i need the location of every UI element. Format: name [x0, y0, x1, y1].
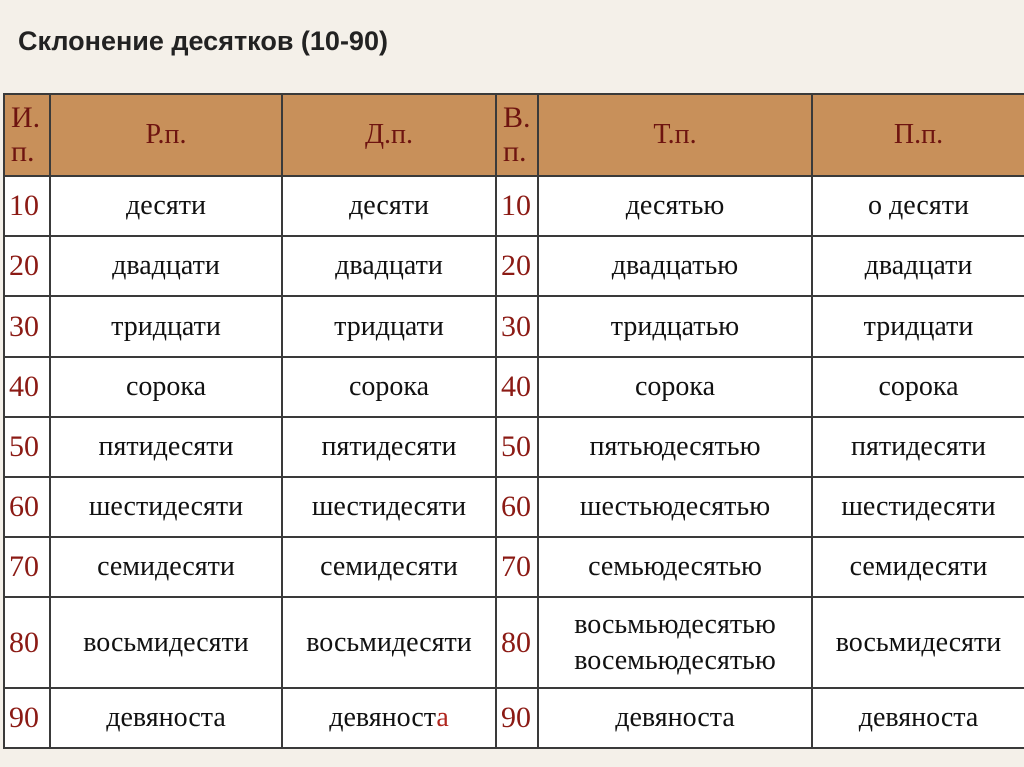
dative-cell: семидесяти	[282, 537, 496, 597]
accusative-cell: 50	[496, 417, 538, 477]
genitive-cell: восьмидесяти	[50, 597, 282, 687]
table-row	[4, 597, 1024, 687]
table-row	[4, 688, 1024, 748]
prepositional-cell: семидесяти	[812, 537, 1024, 597]
nominative-cell: 30	[4, 296, 50, 356]
accusative-cell: 30	[496, 296, 538, 356]
declension-table	[3, 93, 1024, 749]
header-accusative-line2: п.	[503, 135, 527, 168]
dative-cell: пятидесяти	[282, 417, 496, 477]
instrumental-form: двадцатью	[611, 250, 739, 282]
instrumental-form: сорока	[634, 370, 716, 402]
instrumental-cell	[538, 477, 812, 537]
accusative-cell: 40	[496, 357, 538, 417]
instrumental-cell	[538, 417, 812, 477]
prepositional-cell: пятидесяти	[812, 417, 1024, 477]
genitive-cell: пятидесяти	[50, 417, 282, 477]
nominative-cell: 60	[4, 477, 50, 537]
header-nominative	[4, 94, 50, 176]
instrumental-form: шестьюдесятью	[579, 491, 771, 523]
genitive-cell: двадцати	[50, 236, 282, 296]
instrumental-cell	[538, 176, 812, 236]
table-row	[4, 176, 1024, 236]
table-row	[4, 477, 1024, 537]
dative-ending: а	[436, 701, 449, 733]
dative-cell: двадцати	[282, 236, 496, 296]
accusative-cell: 10	[496, 176, 538, 236]
prepositional-cell: девяноста	[812, 688, 1024, 748]
header-row	[4, 94, 1024, 176]
instrumental-form: пятьюдесятью	[589, 430, 761, 462]
instrumental-form: восемьюдесятью	[574, 644, 776, 676]
dative-stem: девяност	[329, 701, 437, 733]
instrumental-cell	[538, 688, 812, 748]
nominative-cell: 50	[4, 417, 50, 477]
instrumental-cell	[538, 537, 812, 597]
dative-cell: тридцати	[282, 296, 496, 356]
nominative-cell: 20	[4, 236, 50, 296]
header-instrumental: Т.п.	[538, 94, 812, 176]
dative-cell: шестидесяти	[282, 477, 496, 537]
instrumental-cell	[538, 357, 812, 417]
table-row	[4, 296, 1024, 356]
accusative-cell: 70	[496, 537, 538, 597]
dative-cell: восьмидесяти	[282, 597, 496, 687]
header-accusative	[496, 94, 538, 176]
nominative-cell: 10	[4, 176, 50, 236]
header-accusative-line1: В.	[503, 101, 531, 134]
dative-cell	[282, 688, 496, 748]
accusative-cell: 60	[496, 477, 538, 537]
table-row	[4, 236, 1024, 296]
accusative-cell: 20	[496, 236, 538, 296]
nominative-cell: 40	[4, 357, 50, 417]
prepositional-cell: восьмидесяти	[812, 597, 1024, 687]
header-dative: Д.п.	[282, 94, 496, 176]
genitive-cell: сорока	[50, 357, 282, 417]
instrumental-form: тридцатью	[610, 310, 740, 342]
genitive-cell: девяноста	[50, 688, 282, 748]
nominative-cell: 90	[4, 688, 50, 748]
prepositional-cell: о десяти	[812, 176, 1024, 236]
prepositional-cell: шестидесяти	[812, 477, 1024, 537]
table-row	[4, 357, 1024, 417]
instrumental-cell	[538, 296, 812, 356]
instrumental-cell	[538, 236, 812, 296]
prepositional-cell: сорока	[812, 357, 1024, 417]
nominative-cell: 80	[4, 597, 50, 687]
table-row	[4, 417, 1024, 477]
header-genitive: Р.п.	[50, 94, 282, 176]
genitive-cell: десяти	[50, 176, 282, 236]
prepositional-cell: двадцати	[812, 236, 1024, 296]
genitive-cell: шестидесяти	[50, 477, 282, 537]
prepositional-cell: тридцати	[812, 296, 1024, 356]
dative-cell: сорока	[282, 357, 496, 417]
header-nominative-line2: п.	[11, 135, 35, 168]
accusative-cell: 80	[496, 597, 538, 687]
genitive-cell: семидесяти	[50, 537, 282, 597]
dative-cell: десяти	[282, 176, 496, 236]
instrumental-cell	[538, 597, 812, 687]
accusative-cell: 90	[496, 688, 538, 748]
nominative-cell: 70	[4, 537, 50, 597]
instrumental-form: десятью	[625, 190, 725, 222]
instrumental-form: семьюдесятью	[588, 551, 762, 583]
instrumental-form: девяноста	[615, 701, 735, 733]
page-title: Склонение десятков (10-90)	[18, 26, 388, 56]
table-row	[4, 537, 1024, 597]
header-prepositional: П.п.	[812, 94, 1024, 176]
instrumental-form: восьмьюдесятью	[574, 608, 776, 640]
header-nominative-line1: И.	[11, 101, 41, 134]
genitive-cell: тридцати	[50, 296, 282, 356]
